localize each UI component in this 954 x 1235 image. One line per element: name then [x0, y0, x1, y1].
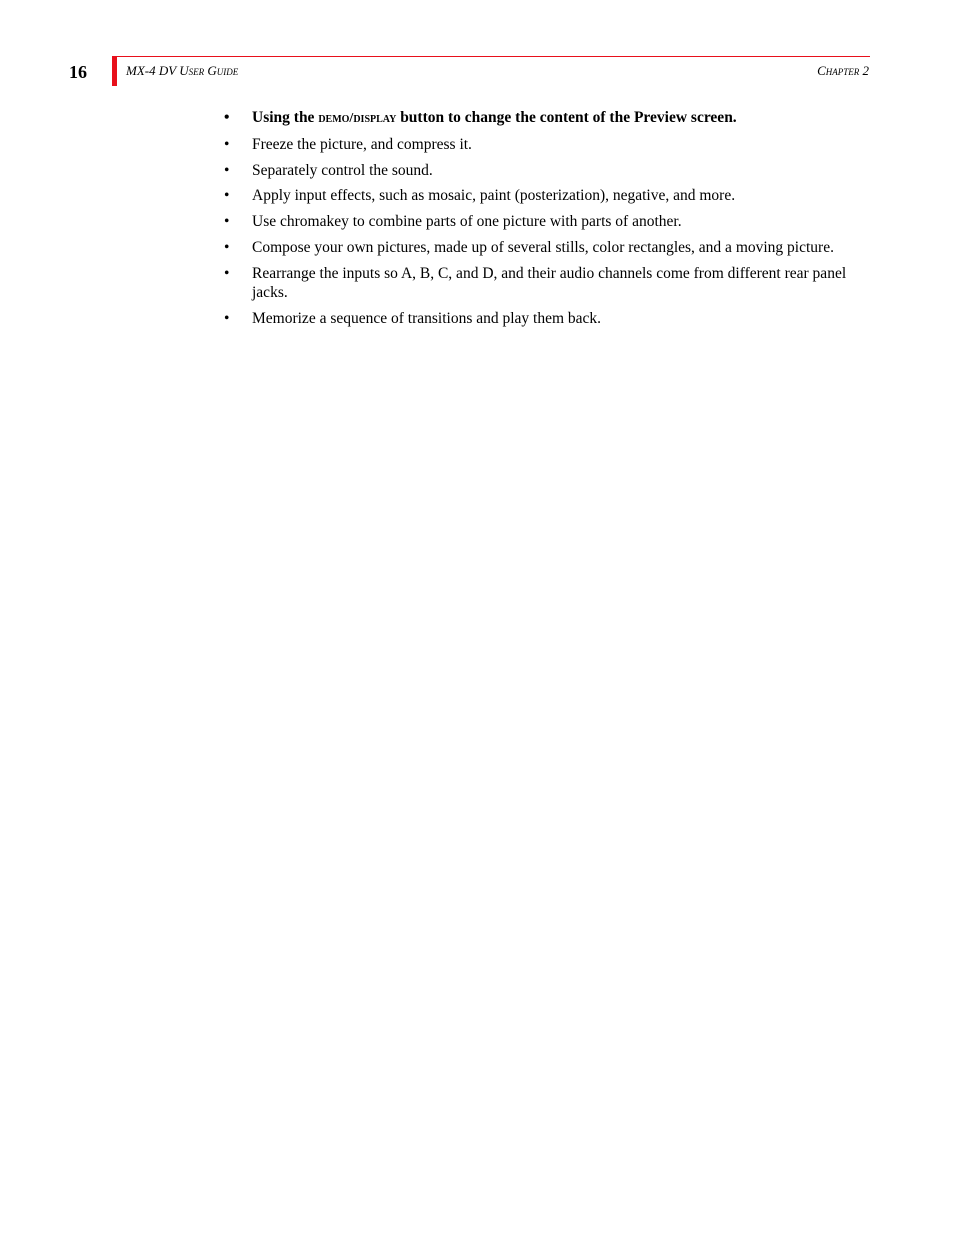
- bullet-icon: •: [224, 213, 230, 231]
- list-item-text: Compose your own pictures, made up of several stills, color rectangles, and a moving picture.: [252, 238, 834, 256]
- list-item: [224, 108, 874, 128]
- list-item: [224, 264, 874, 302]
- bullet-icon: •: [224, 309, 230, 327]
- bullet-icon: •: [224, 161, 230, 179]
- list-item: [224, 238, 874, 257]
- list-item: [224, 309, 874, 328]
- chapter-label: Chapter 2: [817, 63, 869, 78]
- list-item: [224, 212, 874, 231]
- header-accent-bar: [112, 56, 117, 86]
- list-item-text: Use chromakey to combine parts of one picture with parts of another.: [252, 213, 682, 231]
- bullet-icon: •: [224, 109, 230, 126]
- bullet-icon: •: [224, 135, 230, 153]
- header-rule: [117, 56, 870, 57]
- list-item-text: Separately control the sound.: [252, 161, 433, 179]
- list-item: [224, 135, 874, 154]
- list-item-text: Freeze the picture, and compress it.: [252, 135, 472, 153]
- list-item-text-trail: button to change the content of the Preview screen.: [396, 109, 737, 126]
- list-item-text: Memorize a sequence of transitions and play them back.: [252, 309, 602, 327]
- list-item: [224, 186, 874, 205]
- list-item-text: Rearrange the inputs so A, B, C, and D, and their audio channels come from different rear panel jacks.: [252, 264, 847, 301]
- bullet-icon: •: [224, 264, 230, 282]
- list-item-text: Apply input effects, such as mosaic, paint (posterization), negative, and more.: [252, 187, 736, 205]
- running-title: MX-4 DV User Guide: [126, 63, 239, 78]
- feature-list: [224, 108, 874, 334]
- bullet-icon: •: [224, 187, 230, 205]
- list-item-text-lead: Using the: [252, 109, 319, 126]
- list-item: [224, 161, 874, 180]
- button-name: demo/display: [318, 111, 397, 126]
- page-number: 16: [69, 62, 87, 82]
- bullet-icon: •: [224, 238, 230, 256]
